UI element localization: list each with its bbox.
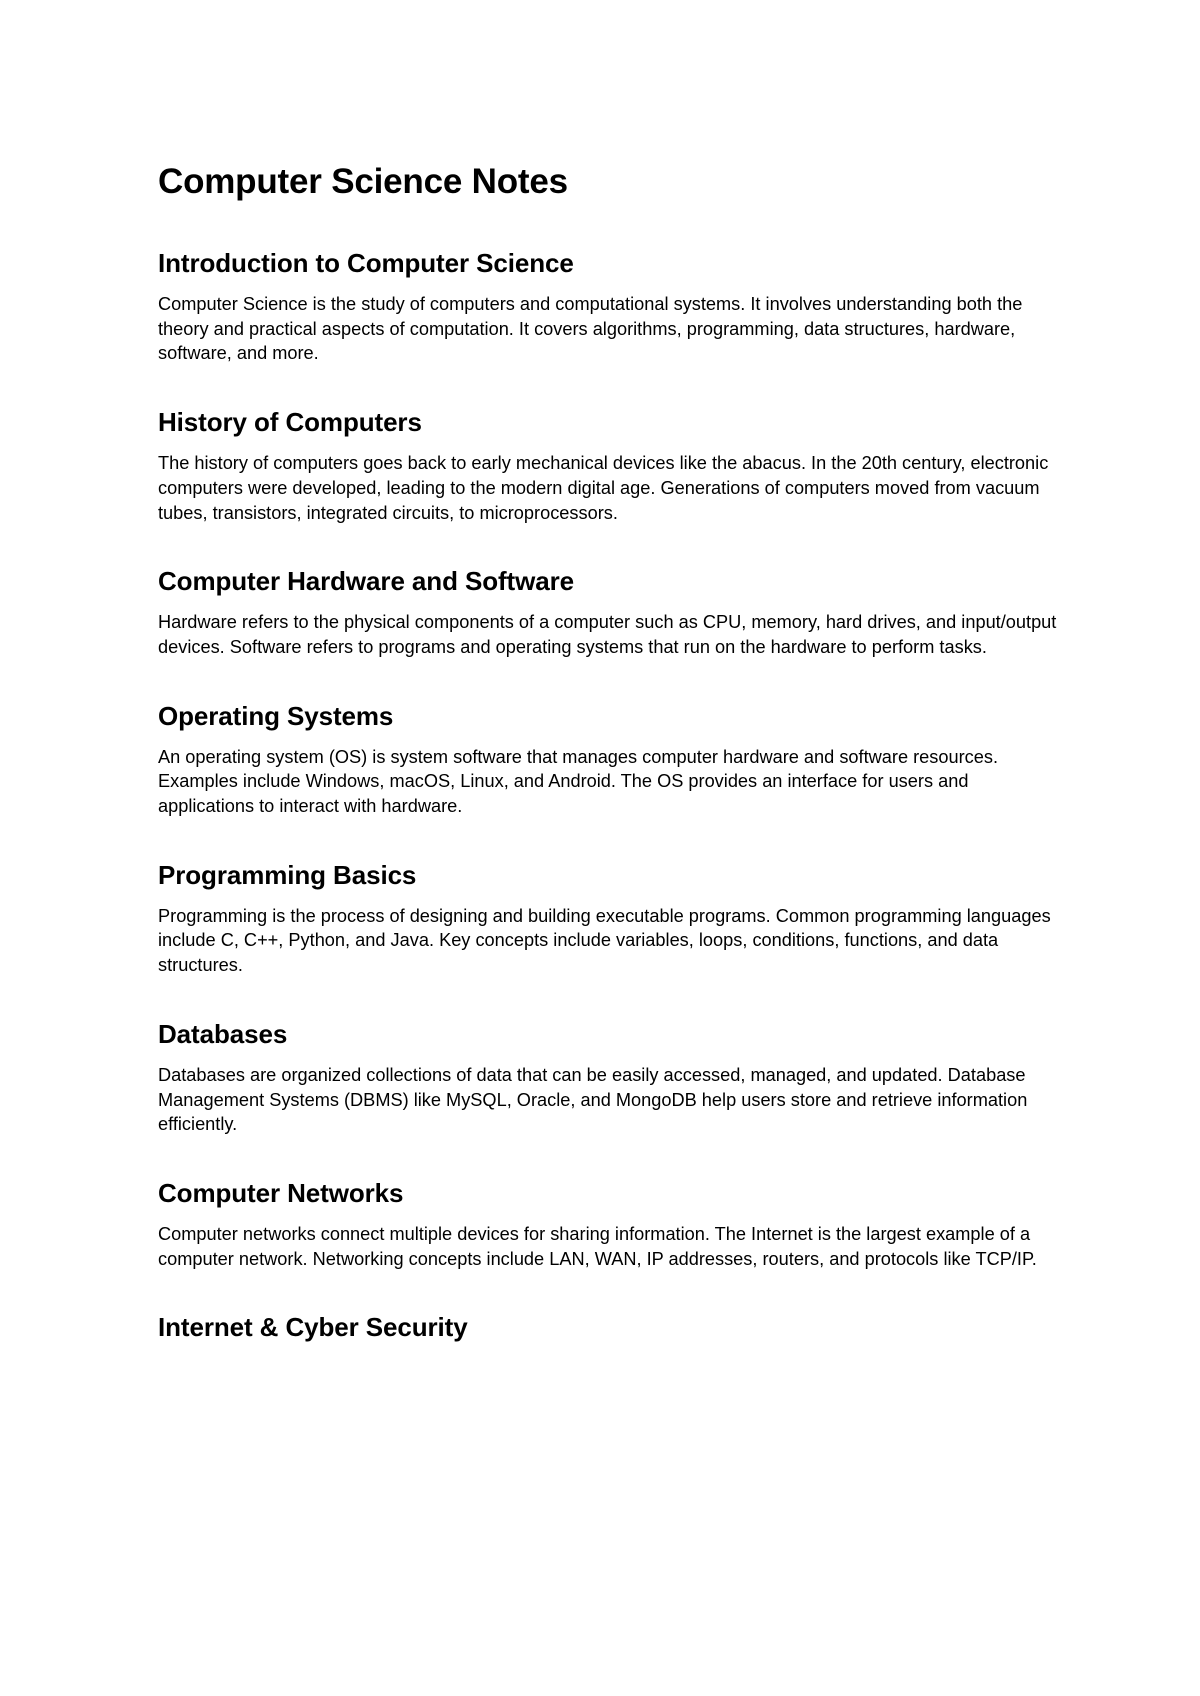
section-body: An operating system (OS) is system software that manages computer hardware and software resources. Examples include Windows, macOS, Linux, and Android. The OS provides an interface for users and applications to interact with hardware. [158, 746, 999, 817]
section-heading: Computer Networks [158, 1177, 404, 1208]
section-heading: History of Computers [158, 407, 422, 438]
section-programming-basics [158, 858, 1058, 978]
section-hardware-software [158, 564, 1058, 659]
document-page [158, 158, 1058, 1383]
section-heading: Computer Hardware and Software [158, 566, 574, 597]
section-body: Databases are organized collections of data that can be easily accessed, managed, and updated. Database Management Systems (DBMS) like MySQL, Oracle, and MongoDB help users store and retrieve information efficiently. [158, 1064, 1028, 1135]
section-introduction [158, 246, 1058, 366]
section-heading: Databases [158, 1018, 288, 1049]
section-operating-systems [158, 699, 1058, 819]
section-body: Computer Science is the study of computers and computational systems. It involves understanding both the theory and practical aspects of computation. It covers algorithms, programming, data structures, hardware, software, and more. [158, 294, 1023, 364]
section-body: The history of computers goes back to early mechanical devices like the abacus. In the 20th century, electronic computers were developed, leading to the modern digital age. Generations of computers moved from vacuum tubes, transistors, integrated circuits, to microprocessors. [158, 453, 1049, 523]
section-body: Computer networks connect multiple devices for sharing information. The Internet is the largest example of a computer network. Networking concepts include LAN, WAN, IP addresses, routers, and protocols like TCP/IP. [158, 1223, 1037, 1269]
section-heading: Internet & Cyber Security [158, 1312, 468, 1343]
section-internet-cyber-security [158, 1310, 1058, 1344]
document-title: Computer Science Notes [158, 162, 568, 201]
section-history [158, 405, 1058, 525]
section-heading: Programming Basics [158, 859, 417, 890]
section-heading: Introduction to Computer Science [158, 248, 574, 278]
section-body: Programming is the process of designing and building executable programs. Common programming languages include C, C++, Python, and Java. Key concepts include variables, loops, conditions, functions, and data structures. [158, 905, 1051, 976]
section-heading: Operating Systems [158, 700, 394, 731]
section-databases [158, 1017, 1058, 1137]
section-computer-networks [158, 1176, 1058, 1271]
section-body: Hardware refers to the physical components of a computer such as CPU, memory, hard drives, and input/output devices. Software refers to programs and operating systems that run on the hardware to perform tasks. [158, 612, 1057, 657]
